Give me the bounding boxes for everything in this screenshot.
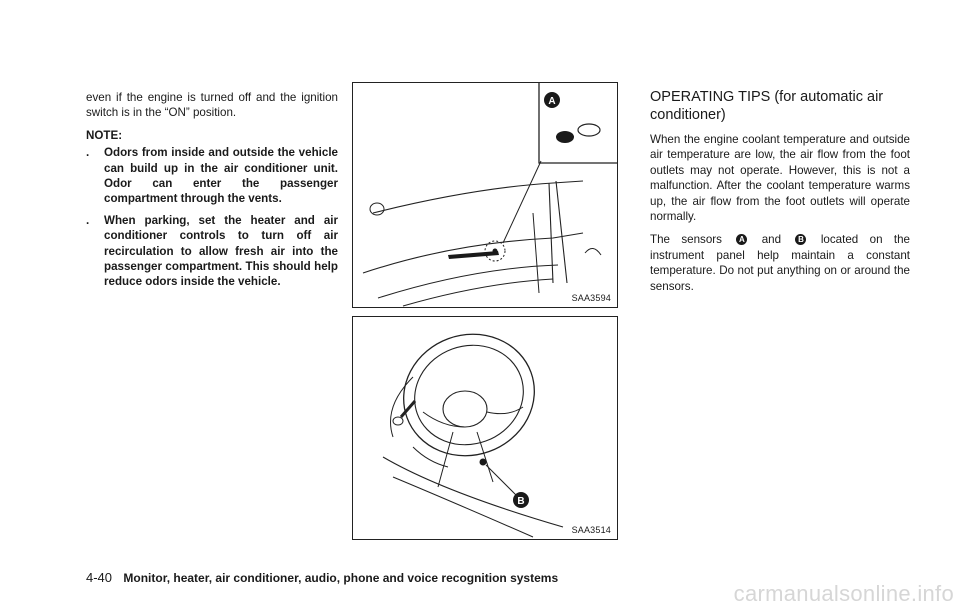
figure-code: SAA3514 <box>571 525 611 535</box>
figure-code: SAA3594 <box>571 293 611 303</box>
sensor-outline <box>578 124 600 136</box>
note-item <box>86 213 338 290</box>
sensors-paragraph <box>650 232 910 294</box>
dash-lower-line <box>403 279 553 306</box>
page-number: 4-40 <box>86 570 113 585</box>
bullet-mark: . <box>86 146 90 160</box>
figure-sensor-b <box>352 316 618 540</box>
right-column <box>650 88 910 302</box>
mirror-shape <box>370 203 384 215</box>
figure-sensor-a <box>352 82 618 308</box>
left-column <box>86 90 338 296</box>
sensors-text-end: located on the instrument panel help maintain a constant temperature. Do not put anything on or around the sensors. <box>650 233 911 293</box>
steering-wheel-outer <box>386 317 551 474</box>
sensor-a-badge: A <box>736 234 747 245</box>
dash-mid-line <box>378 265 558 298</box>
windshield-sensor-illustration <box>353 83 617 307</box>
watermark: carmanualsonline.info <box>733 581 954 606</box>
pillar-line-2 <box>556 181 567 283</box>
dash-lower-edge <box>383 457 563 527</box>
steering-hub <box>443 391 487 427</box>
sensor-b-badge: B <box>795 234 806 245</box>
note-text: When parking, set the heater and air conditioner controls to turn off air recirculation to allow fresh air into the passenger compartment. This should help reduce odors inside the vehicle. <box>104 213 338 289</box>
page-footer <box>86 570 558 585</box>
sensors-text-and: and <box>761 233 782 247</box>
leader-line <box>503 161 541 243</box>
note-text: Odors from inside and outside the vehicle can build up in the air conditioner unit. Odor can enter the passenger compartment through the vents. <box>104 146 338 206</box>
sensor-dark <box>556 131 574 143</box>
steering-sensor-illustration <box>353 317 617 539</box>
sensor-dot <box>493 249 498 254</box>
right-detail <box>585 248 601 255</box>
leader-line-b <box>486 465 516 495</box>
section-title: Monitor, heater, air conditioner, audio, phone and voice recognition systems <box>123 571 559 585</box>
label-b-text: B <box>517 496 525 507</box>
steering-wheel-inner <box>401 330 538 460</box>
panel-line <box>413 447 448 467</box>
stalk-knob <box>393 417 403 425</box>
note-list <box>86 145 338 290</box>
bullet-mark: . <box>86 213 90 227</box>
defroster-vent <box>448 251 499 259</box>
pillar-line-1 <box>549 183 553 283</box>
pillar-line-3 <box>533 213 539 293</box>
note-title: NOTE: <box>86 128 123 142</box>
sensor-b-dot <box>480 459 487 466</box>
section-heading: OPERATING TIPS (for automatic air conditioner) <box>650 89 884 123</box>
intro-paragraph: even if the engine is turned off and the ignition switch is in the “ON” position. <box>86 91 338 120</box>
dash-lower-edge-2 <box>393 477 533 537</box>
spoke-right <box>487 407 523 414</box>
windshield-top-line <box>373 181 583 213</box>
sensors-text-start: The sensors <box>650 233 722 247</box>
note-item <box>86 145 338 207</box>
tips-paragraph: When the engine coolant temperature and outside air temperature are low, the air flow from the foot outlets may not operate. However, this is not a malfunction. After the coolant temperature warms up, the air flow from the foot outlets will operate normally. <box>650 133 910 224</box>
label-a-text: A <box>548 96 556 107</box>
